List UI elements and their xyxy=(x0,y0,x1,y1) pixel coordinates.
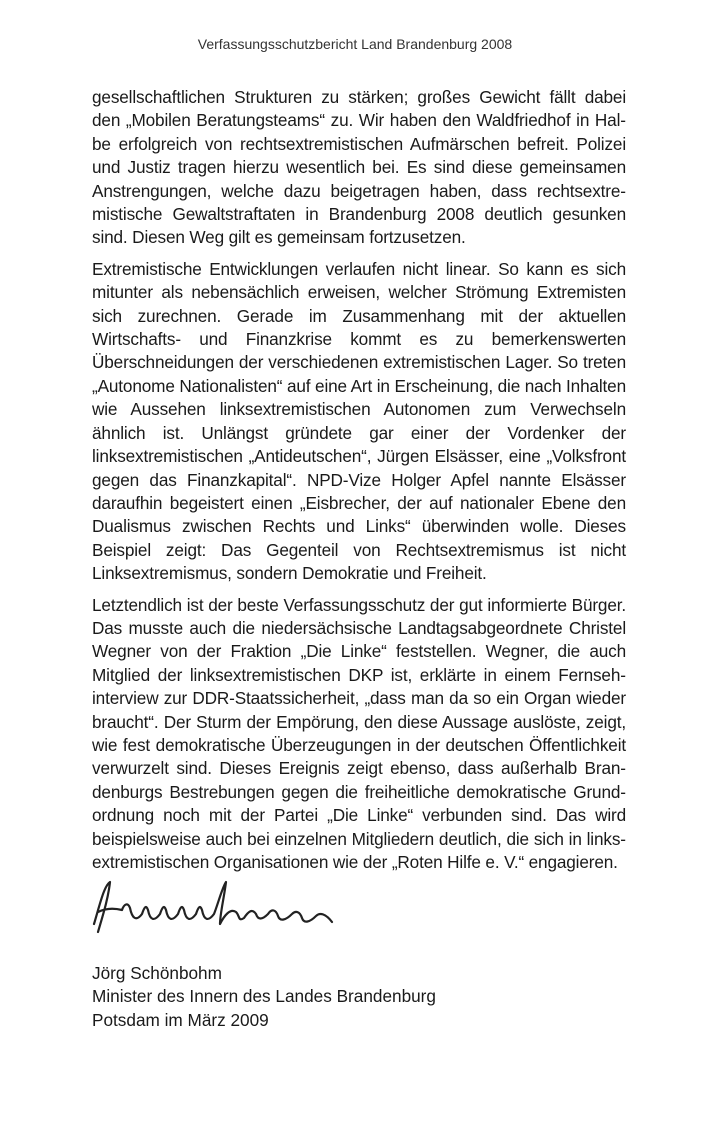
signatory-title: Minister des Innern des Landes Brandenburg xyxy=(92,986,436,1007)
running-header: Verfassungsschutzbericht Land Brandenburg 2008 xyxy=(197,36,513,52)
signatory-name: Jörg Schönbohm xyxy=(92,963,222,983)
paragraph: Letztendlich ist der beste Verfassungsschutz der gut informierte Bürger. Das musste auch die niedersächsische Landtagsabgeordnete Christel Wegner von der Fraktion „Die Linke“ feststellen. Wegner, die auch Mitglied der linksextremistischen DKP ist, erklärte in einem Fernsehinterview zur DDR-Staatssicherheit, „dass man da so ein Organ wieder braucht“. Der Sturm der Empörung, den diese Aussage auslöste, zeigt, wie fest demokratische Überzeugungen in der deutschen Öffentlichkeit verwurzelt sind. Dieses Ereignis zeigt ebenso, dass außerhalb Brandenburgs Bestrebungen gegen die freiheitliche demokratische Grundordnung noch mit der Partei „Die Linke“ verbunden sind. Das wird beispielsweise auch bei einzelnen Mitgliedern deutlich, die sich in linksextremistischen Organisationen wie der „Roten Hilfe e. V.“ engagieren. xyxy=(92,594,626,872)
handwritten-signature xyxy=(88,874,348,944)
place-and-date: Potsdam im März 2009 xyxy=(92,1009,269,1030)
paragraph: Extremistische Entwicklungen verlaufen nicht linear. So kann es sich mitunter als nebensächlich erweisen, welcher Strömung Extremisten sich zurechnen. Gerade im Zusammenhang mit der aktuellen Wirtschafts- und Finanzkrise kommt es zu bemerkenswerten Überschneidungen der verschiedenen extremistischen Lager. So treten „Autonome Nationalisten“ auf eine Art in Erscheinung, die nach Inhalten wie Aussehen linksextremistischen Autonomen zum Verwechseln ähnlich ist. Unlängst gründete gar einer der Vordenker der linksextremistischen „Antideutschen“, Jürgen Elsässer, eine „Volksfront gegen das Finanzkapital“. NPD-Vize Holger Apfel nannte Elsässer daraufhin begeistert einen „Eisbrecher, der auf nationaler Ebene den Dualismus zwischen Rechts und Links“ überwinden wolle. Dieses Beispiel zeigt: Das Gegenteil von Rechtsextremismus ist nicht Linksextremismus, sondern Demokratie und Freiheit. xyxy=(92,258,626,584)
signature-block xyxy=(92,962,436,1032)
body-text xyxy=(92,86,626,882)
paragraph: gesellschaftlichen Strukturen zu stärken; großes Gewicht fällt dabei den „Mobilen Beratungsteams“ zu. Wir haben den Waldfriedhof in Halbe erfolgreich von rechtsextremistischen Aufmärschen befreit. Polizei und Justiz tragen hierzu wesentlich bei. Es sind diese gemeinsamen Anstrengungen, welche dazu beigetragen haben, dass rechtsextremistische Gewaltstraftaten in Brandenburg 2008 deutlich gesunken sind. Diesen Weg gilt es gemeinsam fortzusetzen. xyxy=(92,87,626,248)
